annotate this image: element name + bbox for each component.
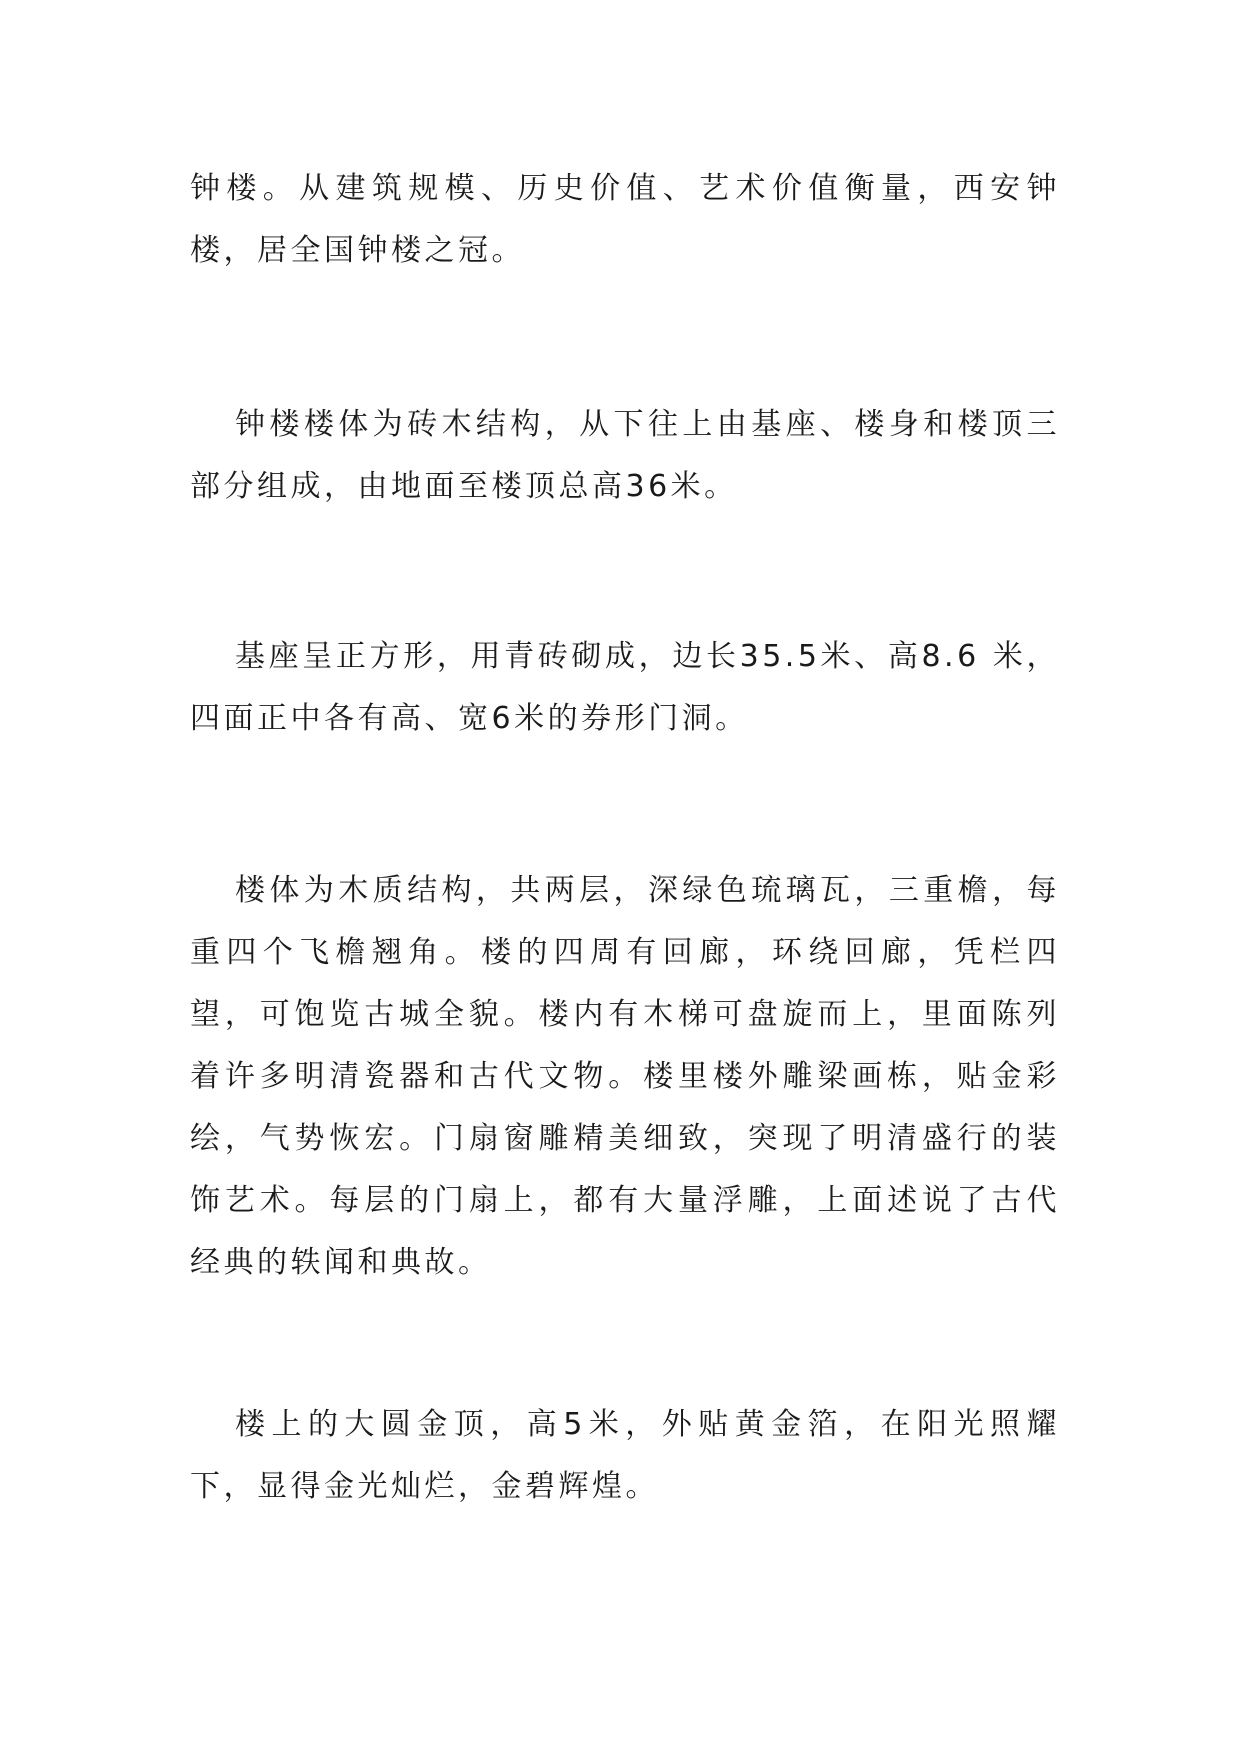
paragraph-structure: 钟楼楼体为砖木结构，从下往上由基座、楼身和楼顶三部分组成，由地面至楼顶总高36米。 xyxy=(190,407,1060,504)
paragraph-golden-roof: 楼上的大圆金顶，高5米，外贴黄金箔，在阳光照耀下，显得金光灿烂，金碧辉煌。 xyxy=(190,1407,1060,1504)
paragraph-continuation: 钟楼。从建筑规模、历史价值、艺术价值衡量，西安钟楼，居全国钟楼之冠。 xyxy=(190,171,1060,268)
paragraph-tower-body: 楼体为木质结构，共两层，深绿色琉璃瓦，三重檐，每重四个飞檐翘角。楼的四周有回廊，环绕回廊，凭栏四望，可饱览古城全貌。楼内有木梯可盘旋而上，里面陈列着许多明清瓷器和古代文物。楼里楼外雕梁画栋，贴金彩绘，气势恢宏。门扇窗雕精美细致，突现了明清盛行的装饰艺术。每层的门扇上，都有大量浮雕，上面述说了古代经典的轶闻和典故。 xyxy=(190,873,1060,1280)
paragraph-base: 基座呈正方形，用青砖砌成，边长35.5米、高8.6 米，四面正中各有高、宽6米的券形门洞。 xyxy=(190,639,1060,736)
